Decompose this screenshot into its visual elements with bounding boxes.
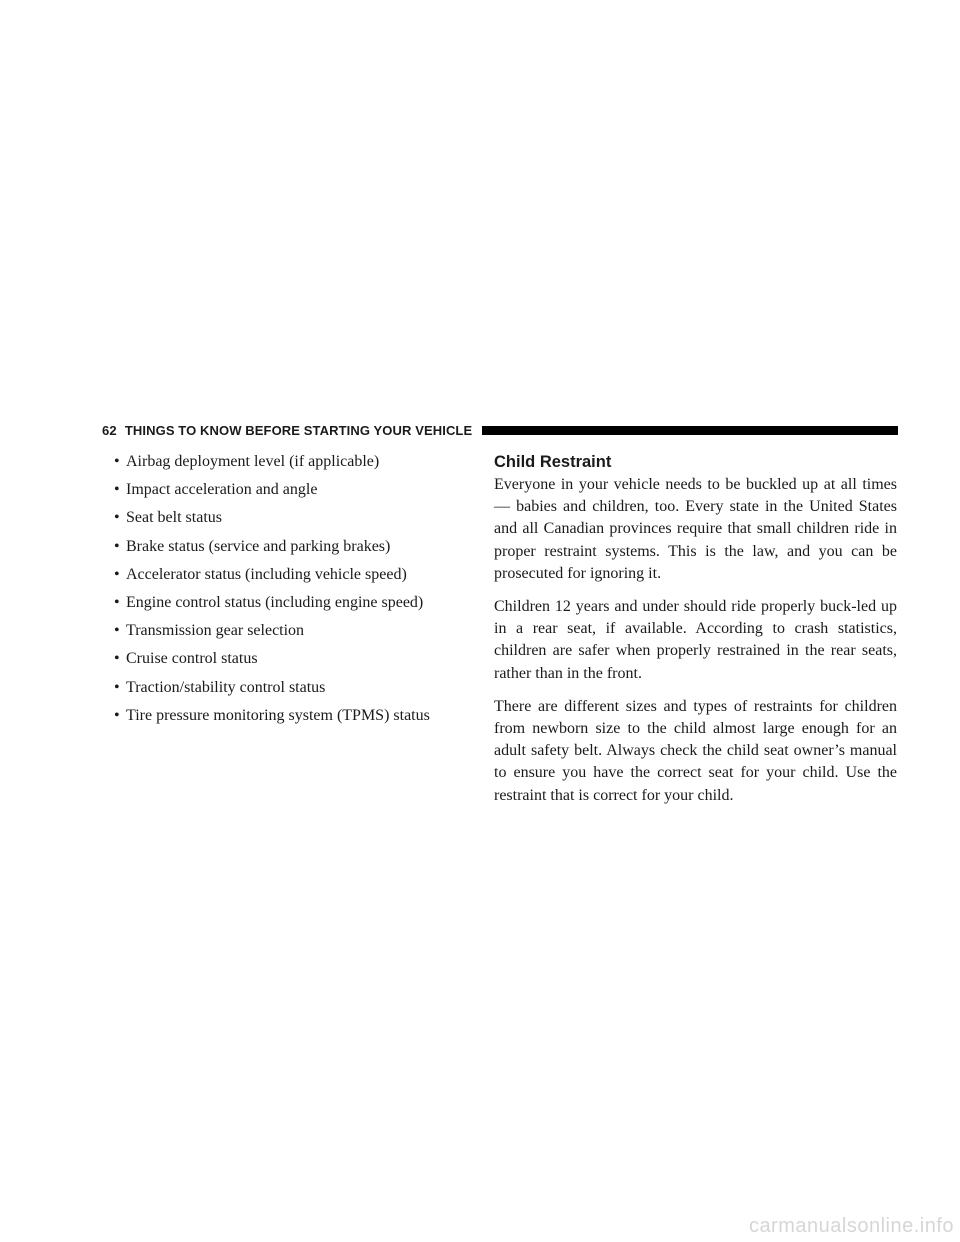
watermark: carmanualsonline.info xyxy=(748,1215,954,1237)
list-item xyxy=(114,452,474,472)
list-item xyxy=(114,649,474,669)
list-item xyxy=(114,508,474,528)
bullet-icon: • xyxy=(114,706,120,724)
list-item-text: Engine control status (including engine speed) xyxy=(126,593,424,611)
section-heading: Child Restraint xyxy=(494,453,612,471)
recorded-data-list xyxy=(114,452,474,726)
bullet-icon: • xyxy=(114,453,120,470)
header-rule xyxy=(482,426,898,435)
body-paragraph: There are different sizes and types of restraints for children from newborn size to the child almost large enough for an adult safety belt. Always check the child seat owner’s manual to ensure you have the correct seat for your child. Use the restraint that is correct for your child. xyxy=(494,697,897,804)
list-item xyxy=(114,621,474,641)
list-item-text: Seat belt status xyxy=(126,509,222,527)
list-item-text: Tire pressure monitoring system (TPMS) status xyxy=(126,706,430,724)
bullet-icon: • xyxy=(114,509,120,527)
list-item-text: Traction/stability control status xyxy=(126,678,326,696)
list-item-text: Cruise control status xyxy=(126,650,258,668)
bullet-icon: • xyxy=(114,537,120,555)
list-item-text: Airbag deployment level (if applicable) xyxy=(126,453,380,470)
list-item-text: Accelerator status (including vehicle speed) xyxy=(126,565,407,583)
list-item-text: Impact acceleration and angle xyxy=(126,481,318,499)
bullet-icon: • xyxy=(114,565,120,583)
body-paragraph: Children 12 years and under should ride properly buck-led up in a rear seat, if available. According to crash statistics, children are safer when properly restrained in the rear seats, rather than in the front. xyxy=(494,598,897,682)
left-column xyxy=(114,452,474,734)
list-item-text: Transmission gear selection xyxy=(126,622,305,640)
bullet-icon: • xyxy=(114,650,120,668)
right-column xyxy=(494,452,897,818)
list-item xyxy=(114,678,474,698)
bullet-icon: • xyxy=(114,481,120,499)
list-item xyxy=(114,537,474,557)
body-paragraph: Everyone in your vehicle needs to be buckled up at all times — babies and children, too. Every state in the United States and all Canadian provinces require that small children ride in proper restraint systems. This is the law, and you can be prosecuted for ignoring it. xyxy=(494,476,897,582)
list-item xyxy=(114,480,474,500)
page-number: 62 xyxy=(102,422,117,438)
bullet-icon: • xyxy=(114,593,120,611)
list-item xyxy=(114,593,474,613)
running-header xyxy=(102,419,898,441)
chapter-title: THINGS TO KNOW BEFORE STARTING YOUR VEHICLE xyxy=(124,422,473,438)
list-item xyxy=(114,565,474,585)
bullet-icon: • xyxy=(114,678,120,696)
bullet-icon: • xyxy=(114,622,120,640)
list-item-text: Brake status (service and parking brakes) xyxy=(126,537,391,555)
list-item xyxy=(114,706,474,726)
